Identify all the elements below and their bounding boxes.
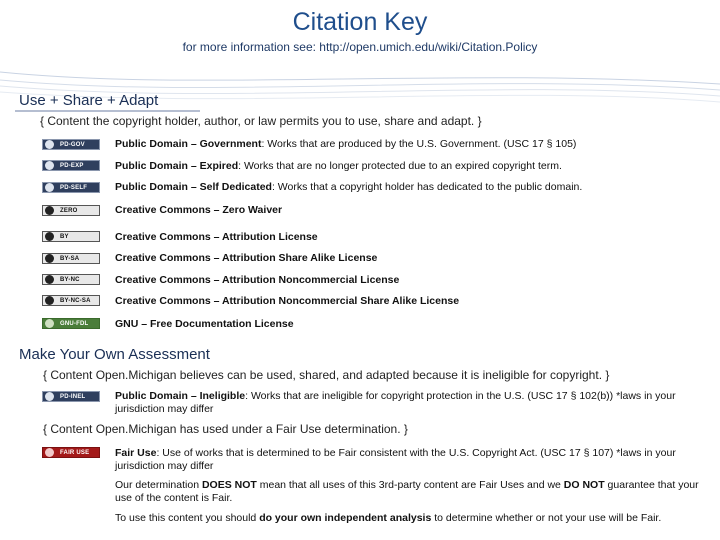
license-entry-gnu-fdl: GNU – Free Documentation License [115,318,294,330]
ineligible-statement: { Content Open.Michigan believes can be used, shared, and adapted because it is ineligible for copyright. } [43,368,610,382]
license-entry-cc-zero: Creative Commons – Zero Waiver [115,204,283,216]
license-entry-cc-by: Creative Commons – Attribution License [115,231,318,243]
cc-by-nc-badge: BY-NC [42,274,100,285]
seal-icon [45,161,54,170]
license-entry-pd-inel: Public Domain – Ineligible: Works that are ineligible for copyright protection in the U.S. (USC 17 § 102(b)) *laws in your jurisdiction may differ [115,390,676,415]
cc-icon [45,206,54,215]
fair-use-determination-note: Our determination DOES NOT mean that all uses of this 3rd-party content are Fair Uses and we DO NOT guarantee that your use of the content is Fair. [115,479,699,504]
cc-icon [45,232,54,241]
pd-exp-badge: PD-EXP [42,160,100,171]
cc-icon [45,296,54,305]
license-entry-fair-use: Fair Use: Use of works that is determined to be Fair consistent with the U.S. Copyright Act. (USC 17 § 107) *laws in your jurisdiction may differ [115,447,676,472]
pd-inel-badge: PD-INEL [42,391,100,402]
fair-use-badge: FAIR USE [42,447,100,458]
license-entry-pd-gov: Public Domain – Government: Works that are produced by the U.S. Government. (USC 17 § 105) [115,138,577,150]
license-entry-pd-self: Public Domain – Self Dedicated: Works that a copyright holder has dedicated to the public domain. [115,181,583,193]
gnu-icon [45,319,54,328]
pd-gov-badge: PD-GOV [42,139,100,150]
use-statement: { Content the copyright holder, author, or law permits you to use, share and adapt. } [40,114,482,128]
pd-self-badge: PD-SELF [42,182,100,193]
gnu-fdl-badge: GNU-FDL [42,318,100,329]
cc-zero-badge: ZERO [42,205,100,216]
seal-icon [45,183,54,192]
seal-icon [45,392,54,401]
independent-analysis-note: To use this content you should do your own independent analysis to determine whether or not your use will be Fair. [115,512,662,524]
seal-icon [45,140,54,149]
section-make-your-own-assessment: Make Your Own Assessment [19,346,210,363]
cc-icon [45,254,54,263]
cc-icon [45,275,54,284]
license-entry-cc-by-nc: Creative Commons – Attribution Noncommercial License [115,274,400,286]
cc-by-badge: BY [42,231,100,242]
license-entry-cc-by-nc-sa: Creative Commons – Attribution Noncommercial Share Alike License [115,295,460,307]
fair-use-statement: { Content Open.Michigan has used under a Fair Use determination. } [43,422,408,436]
license-entry-cc-by-sa: Creative Commons – Attribution Share Alike License [115,252,378,264]
policy-link-note: for more information see: http://open.umich.edu/wiki/Citation.Policy [182,40,538,54]
cc-by-sa-badge: BY-SA [42,253,100,264]
page-title: Citation Key [292,8,428,36]
license-entry-pd-exp: Public Domain – Expired: Works that are no longer protected due to an expired copyright term. [115,160,562,172]
section-use-share-adapt: Use + Share + Adapt [19,92,159,109]
cc-by-nc-sa-badge: BY-NC-SA [42,295,100,306]
scales-icon [45,448,54,457]
